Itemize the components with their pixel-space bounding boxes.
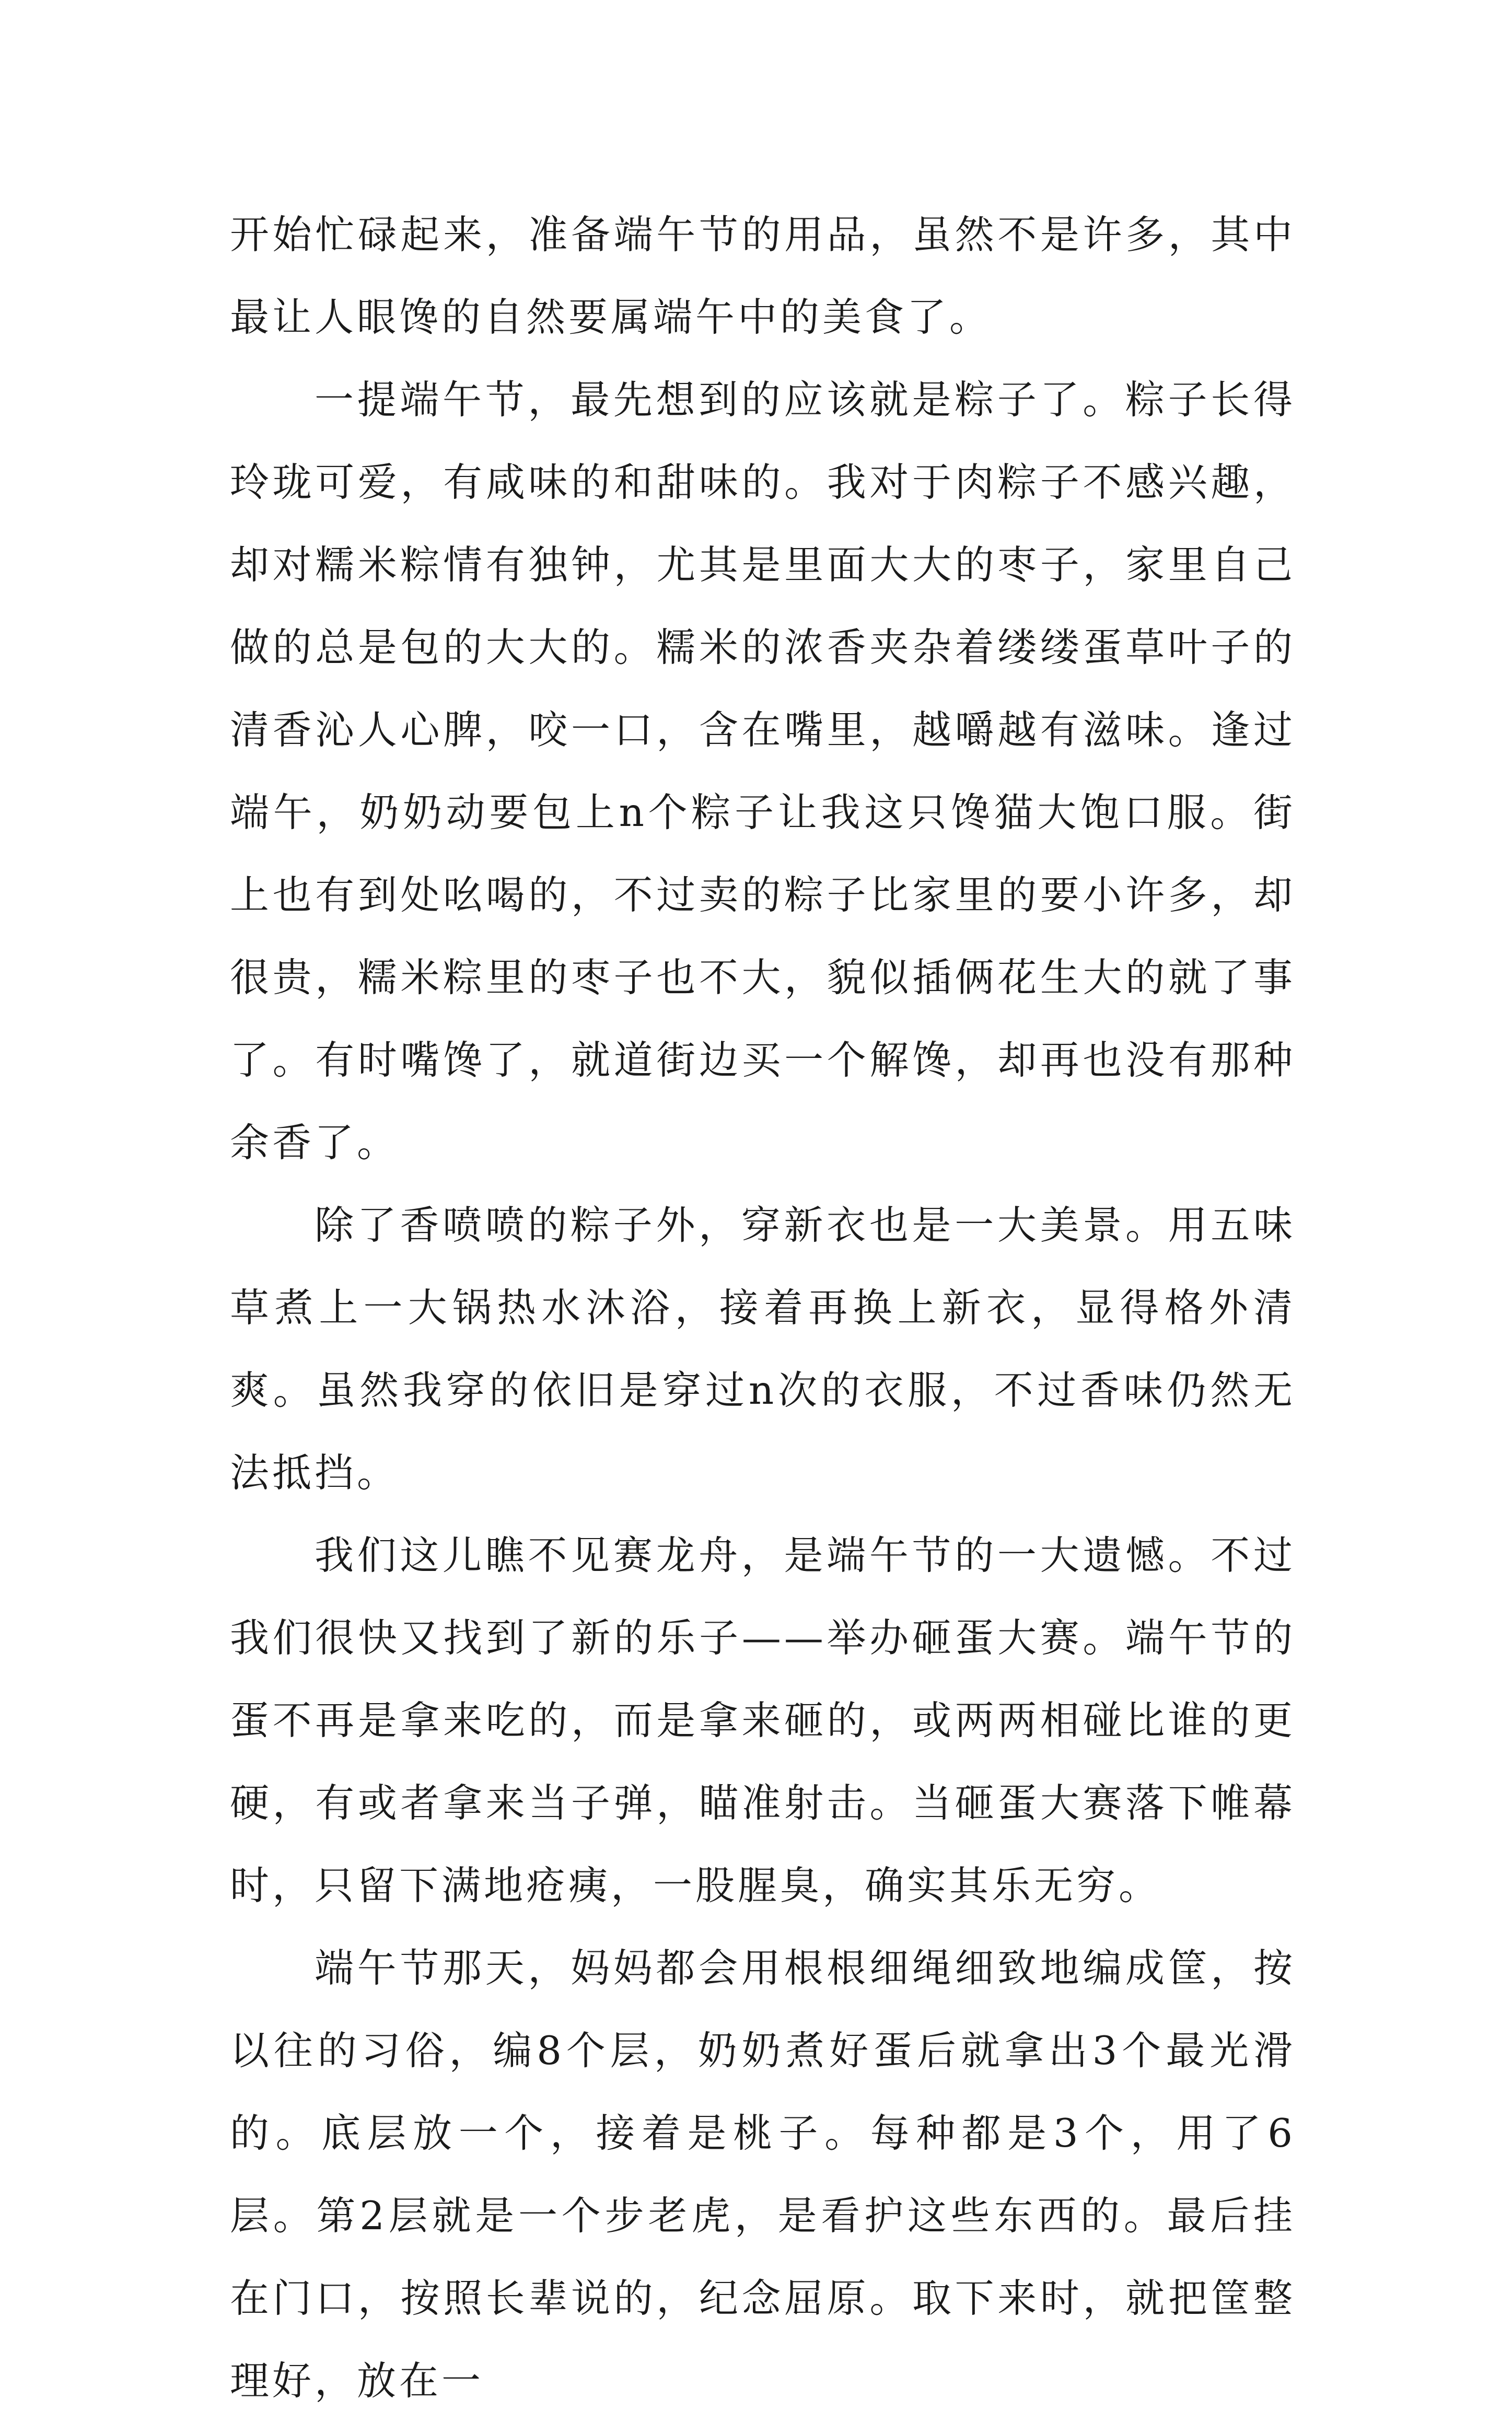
paragraph-basket: 端午节那天，妈妈都会用根根细绳细致地编成筐，按以往的习俗，编8个层，奶奶煮好蛋后就拿出3个最光滑的。底层放一个，接着是桃子。每种都是3个，用了6层。第2层就是一个步老虎，是看护这些东西的。最后挂在门口，按照长辈说的，纪念屈原。取下来时，就把筐整理好，放在一 [230,1945,1296,2404]
paragraph-new-clothes: 除了香喷喷的粽子外，穿新衣也是一大美景。用五味草煮上一大锅热水沐浴，接着再换上新衣，显得格外清爽。虽然我穿的依旧是穿过n次的衣服，不过香味仍然无法抵挡。 [230,1202,1296,1496]
paragraph-zongzi: 一提端午节，最先想到的应该就是粽子了。粽子长得玲珑可爱，有咸味的和甜味的。我对于肉粽子不感兴趣，却对糯米粽情有独钟，尤其是里面大大的枣子，家里自己做的总是包的大大的。糯米的浓香夹杂着缕缕蛋草叶子的清香沁人心脾，咬一口，含在嘴里，越嚼越有滋味。逢过端午，奶奶动要包上n个粽子让我这只馋猫大饱口服。街上也有到处吆喝的，不过卖的粽子比家里的要小许多，却很贵，糯米粽里的枣子也不大，貌似插俩花生大的就了事了。有时嘴馋了，就道街边买一个解馋，却再也没有那种余香了。 [230,377,1296,1166]
paragraph-continued: 开始忙碌起来，准备端午节的用品，虽然不是许多，其中最让人眼馋的自然要属端午中的美食了。 [230,212,1296,340]
body-text [230,193,1296,2422]
paragraph-egg-contest: 我们这儿瞧不见赛龙舟，是端午节的一大遗憾。不过我们很快又找到了新的乐子——举办砸蛋大赛。端午节的蛋不再是拿来吃的，而是拿来砸的，或两两相碰比谁的更硬，有或者拿来当子弹，瞄准射击。当砸蛋大赛落下帷幕时，只留下满地疮痍，一股腥臭，确实其乐无穷。 [230,1532,1296,1908]
